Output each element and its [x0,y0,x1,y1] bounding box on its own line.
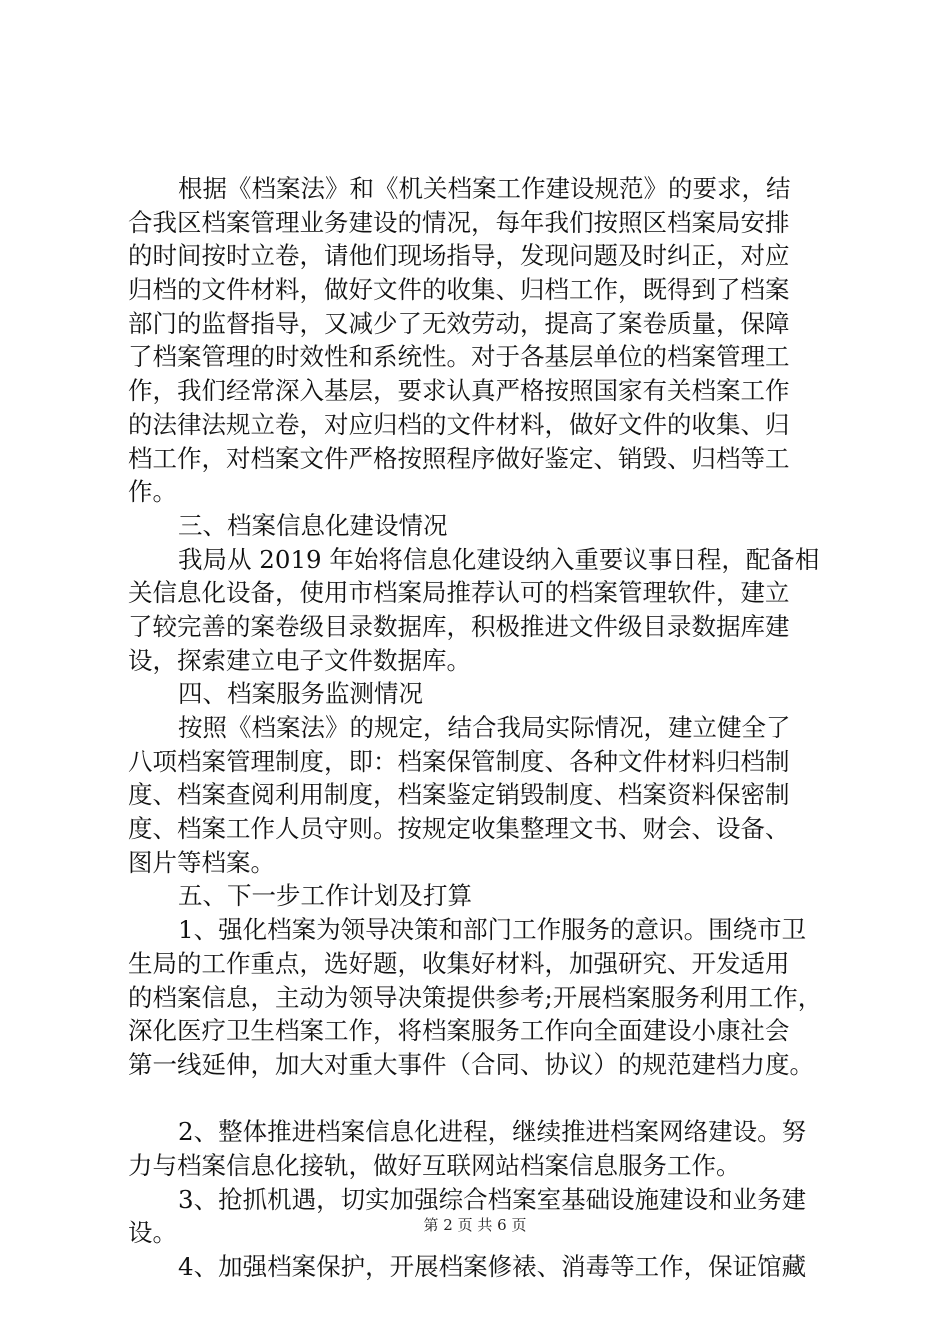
text-line: 八项档案管理制度，即：档案保管制度、各种文件材料归档制 [128,746,790,776]
page-number-label: 第 2 页 共 6 页 [423,1216,527,1234]
text-line: 度、档案查阅利用制度，档案鉴定销毁制度、档案资料保密制 [128,780,790,810]
text-line: 了较完善的案卷级目录数据库，积极推进文件级目录数据库建 [128,611,790,641]
text-line: 四、档案服务监测情况 [178,679,423,709]
text-line: 2、整体推进档案信息化进程，继续推进档案网络建设。努 [178,1117,807,1147]
text-line: 作。 [128,477,177,507]
text-line: 部门的监督指导，又减少了无效劳动，提高了案卷质量，保障 [128,308,790,338]
page-footer [0,1214,950,1235]
text-line: 作，我们经常深入基层，要求认真严格按照国家有关档案工作 [128,376,790,406]
text-line: 了档案管理的时效性和系统性。对于各基层单位的档案管理工 [128,342,790,372]
text-line: 第一线延伸，加大对重大事件（合同、协议）的规范建档力度。 [128,1049,814,1079]
text-line: 力与档案信息化接轨，做好互联网站档案信息服务工作。 [128,1150,741,1180]
document-body [128,172,833,1284]
text-line: 3、抢抓机遇，切实加强综合档案室基础设施建设和业务建 [178,1184,807,1214]
text-line: 的时间按时立卷，请他们现场指导，发现问题及时纠正，对应 [128,241,790,271]
text-line: 根据《档案法》和《机关档案工作建设规范》的要求，结 [178,174,791,203]
text-line: 三、档案信息化建设情况 [178,510,448,540]
text-line: 图片等档案。 [128,847,275,877]
text-line: 的法律法规立卷，对应归档的文件材料，做好文件的收集、归 [128,409,790,439]
text-line: 设，探索建立电子文件数据库。 [128,645,471,675]
text-line: 1、强化档案为领导决策和部门工作服务的意识。围绕市卫 [178,915,807,945]
text-line: 合我区档案管理业务建设的情况，每年我们按照区档案局安排 [128,207,790,237]
text-line: 4、加强档案保护，开展档案修裱、消毒等工作，保证馆藏 [178,1252,807,1281]
text-line: 生局的工作重点，选好题，收集好材料，加强研究、开发适用 [128,948,790,978]
text-line: 设。 [128,1218,177,1248]
text-line: 度、档案工作人员守则。按规定收集整理文书、财会、设备、 [128,814,790,844]
text-line: 的档案信息，主动为领导决策提供参考;开展档案服务利用工作， [128,982,823,1012]
text-line: 五、下一步工作计划及打算 [178,881,472,911]
text-line: 按照《档案法》的规定，结合我局实际情况，建立健全了 [178,713,791,742]
text-line: 我局从 2019 年始将信息化建设纳入重要议事日程，配备相 [178,544,820,574]
text-line: 关信息化设备，使用市档案局推荐认可的档案管理软件，建立 [128,578,790,608]
text-line: 深化医疗卫生档案工作，将档案服务工作向全面建设小康社会 [128,1016,790,1046]
blank-line [128,1082,833,1116]
text-line: 归档的文件材料，做好文件的收集、归档工作，既得到了档案 [128,275,790,305]
text-line: 档工作，对档案文件严格按照程序做好鉴定、销毁、归档等工 [128,443,790,473]
